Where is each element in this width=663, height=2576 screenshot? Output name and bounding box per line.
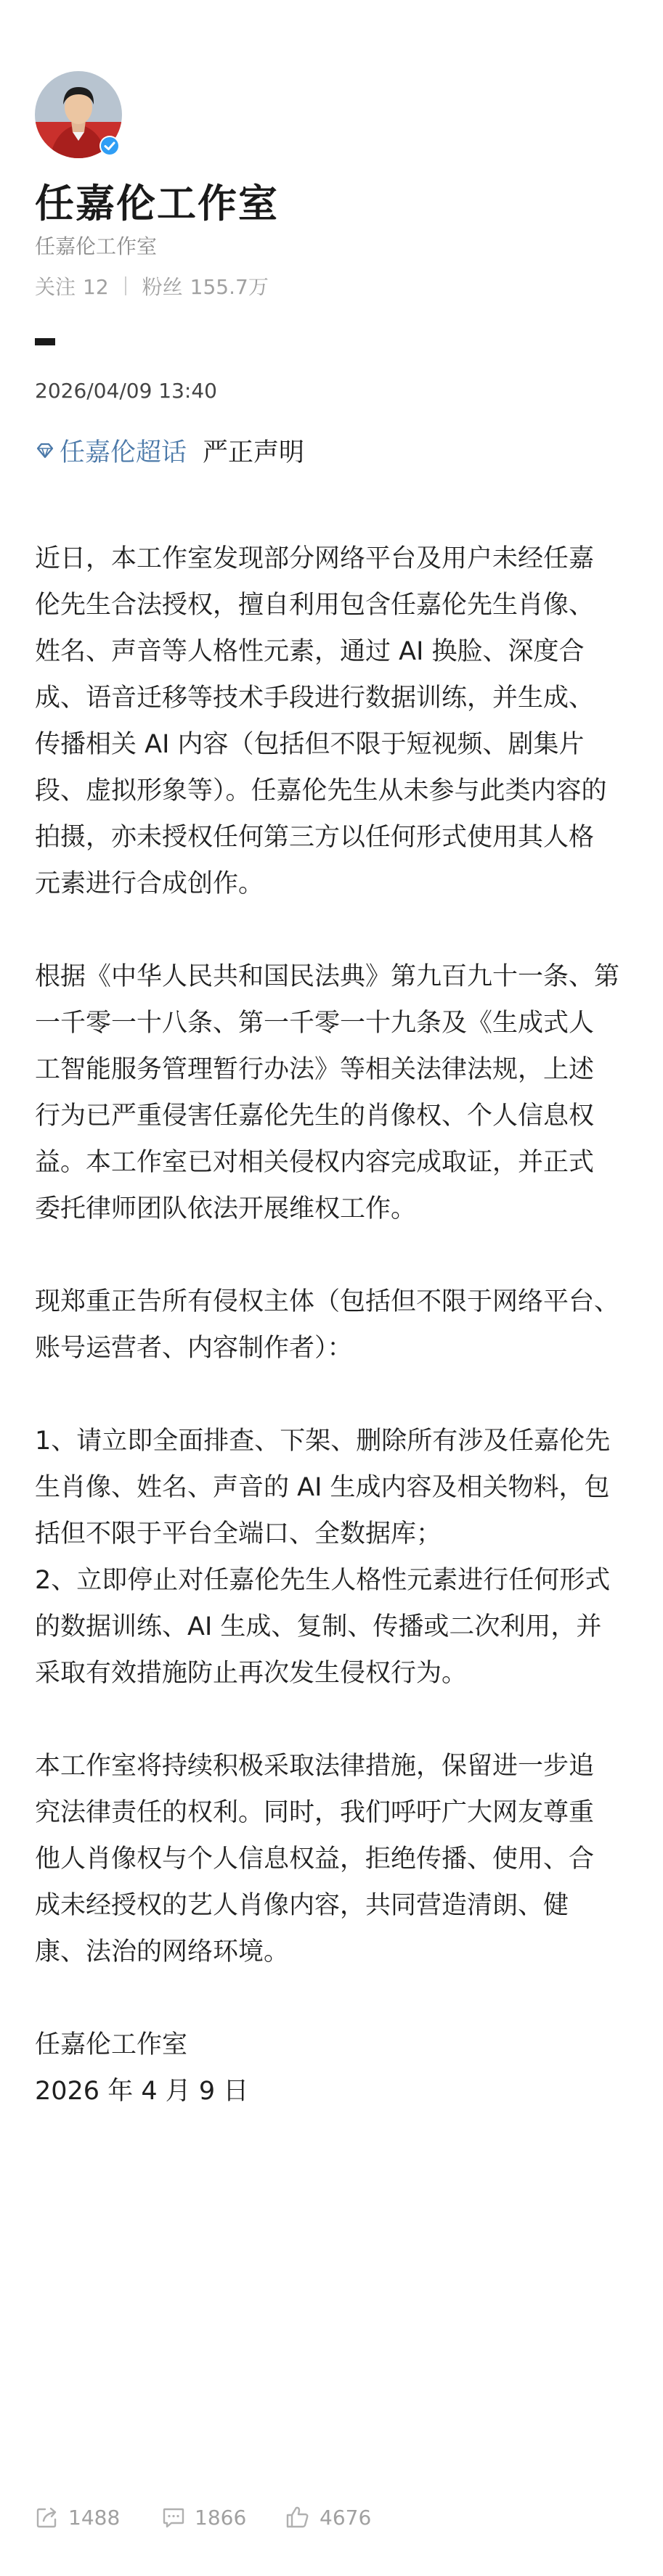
content-line: 段、虚拟形象等）。任嘉伦先生从未参与此类内容的 [35,776,607,805]
content-line: 他人肖像权与个人信息权益，拒绝传播、使用、合 [35,1845,595,1874]
content-line: 成、语音迁移等技术手段进行数据训练，并生成、 [35,684,595,713]
share-count: 1488 [68,2505,121,2530]
verified-icon [99,135,121,157]
content-line: 姓名、声音等人格性元素，通过 AI 换脸、深度合 [35,637,585,666]
post-date: 2026/04/09 13:40 [35,379,217,403]
like-button[interactable] [285,2505,371,2530]
content-line: 康、法治的网络环境。 [35,1937,290,1966]
stats-divider [125,276,126,295]
following-label: 关注 [35,275,76,299]
comment-icon [161,2505,186,2530]
content-line: 本工作室将持续积极采取法律措施，保留进一步追 [35,1752,595,1781]
paragraph-gap [35,1232,638,1279]
followers-count: 155.7万 [190,275,269,299]
followers-stat[interactable] [142,271,269,300]
section-divider [35,338,55,345]
like-count: 4676 [320,2505,372,2530]
content-line: 拍摄，亦未授权任何第三方以任何形式使用其人格 [35,823,595,852]
content-line: 现郑重正告所有侵权主体（包括但不限于网络平台、 [35,1287,620,1316]
share-button[interactable] [35,2505,161,2530]
content-line: 工智能服务管理暂行办法》等相关法律法规，上述 [35,1055,595,1084]
content-line: 任嘉伦工作室 [35,2030,188,2059]
content-line: 元素进行合成创作。 [35,869,264,898]
content-line: 的数据训练、AI 生成、复制、传播或二次利用，并 [35,1612,602,1641]
paragraph-gap [35,1975,638,2022]
content-line: 一千零一十八条、第一千零一十九条及《生成式人 [35,1009,595,1038]
content-line: 1、请立即全面排查、下架、删除所有涉及任嘉伦先 [35,1427,611,1456]
content-line: 生肖像、姓名、声音的 AI 生成内容及相关物料，包 [35,1473,610,1502]
content-line: 根据《中华人民共和国民法典》第九百九十一条、第 [35,962,620,991]
content-line: 传播相关 AI 内容（包括但不限于短视频、剧集片 [35,730,585,759]
post-header [35,432,304,469]
paragraph-gap [35,907,638,953]
following-count: 12 [83,275,109,299]
profile-subtitle: 任嘉伦工作室 [35,234,158,258]
content-line: 近日，本工作室发现部分网络平台及用户未经任嘉 [35,544,595,573]
content-line: 益。本工作室已对相关侵权内容完成取证，并正式 [35,1148,595,1177]
topic-link[interactable] [35,432,187,469]
content-line: 究法律责任的权利。同时，我们呼吁广大网友尊重 [35,1798,595,1827]
content-line: 2、立即停止对任嘉伦先生人格性元素进行任何形式 [35,1566,611,1595]
comment-count: 1866 [195,2505,247,2530]
comment-button[interactable] [161,2505,285,2530]
paragraph-gap [35,1697,638,1743]
content-line: 成未经授权的艺人肖像内容，共同营造清朗、健 [35,1891,569,1920]
post-content [35,536,638,2114]
topic-label: 任嘉伦超话 [60,438,187,467]
paragraph-gap [35,1371,638,1418]
content-line: 行为已严重侵害任嘉伦先生的肖像权、个人信息权 [35,1102,595,1131]
content-line: 账号运营者、内容制作者）： [35,1334,353,1363]
post-title: 严正声明 [203,438,305,467]
content-line: 委托律师团队依法开展维权工作。 [35,1194,417,1223]
profile-stats [35,271,269,300]
topic-icon [35,440,55,461]
profile-name[interactable]: 任嘉伦工作室 [35,181,279,226]
following-stat[interactable] [35,271,109,300]
like-icon [285,2505,311,2530]
content-line: 括但不限于平台全端口、全数据库； [35,1519,442,1549]
followers-label: 粉丝 [142,275,183,299]
action-bar [35,2505,371,2530]
content-line: 伦先生合法授权，擅自利用包含任嘉伦先生肖像、 [35,591,595,620]
content-line: 2026 年 4 月 9 日 [35,2077,249,2106]
share-icon [35,2505,60,2530]
content-line: 采取有效措施防止再次发生侵权行为。 [35,1659,468,1688]
